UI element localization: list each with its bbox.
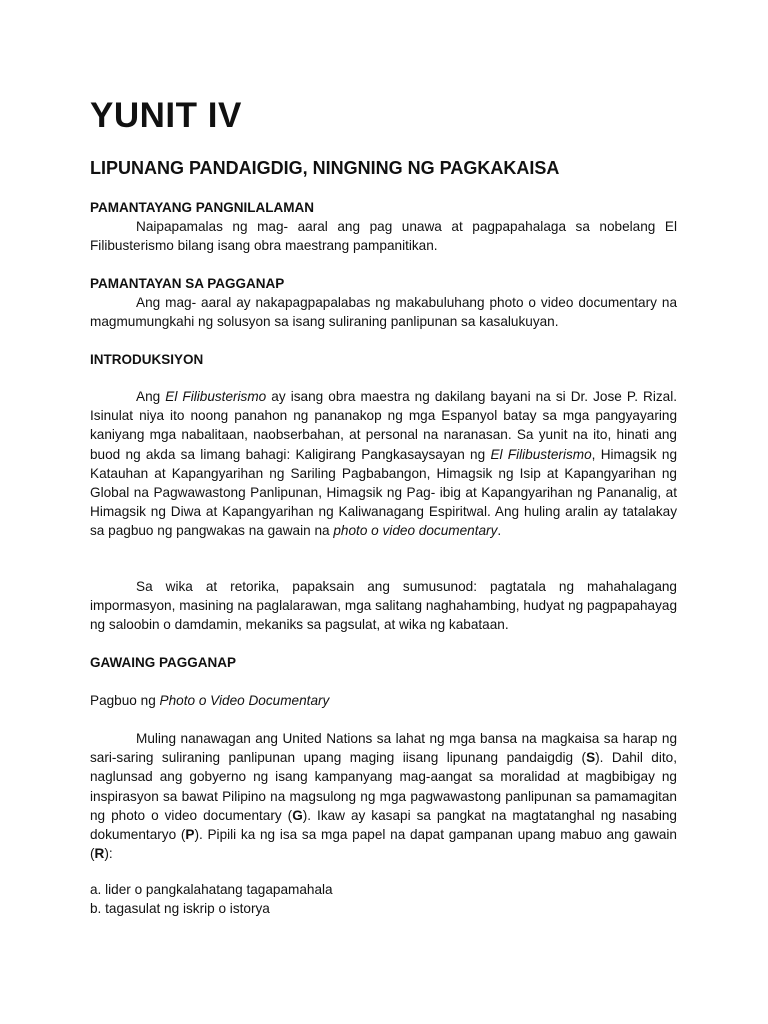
intro-period: . <box>497 523 502 539</box>
content-standard-section <box>90 198 677 255</box>
introduction-paragraph-2 <box>90 577 677 635</box>
introduction-text-2: Sa wika at retorika, papaksain ang sumusunod: pagtatala ng mahahalagang impormasyon, masining na paglalarawan, mga salitang naghahambing, hudyat ng pagpapahayag ng saloobin o damdamin, mekaniks sa pagsulat, at wika ng kabataan. <box>90 579 677 633</box>
role-item-b: b. tagasulat ng iskrip o istorya <box>90 901 270 917</box>
roles-list <box>90 880 677 918</box>
unit-subtitle: LIPUNANG PANDAIGDIG, NINGNING NG PAGKAKAISA <box>90 158 560 178</box>
content-standard-heading: PAMANTAYANG PANGNILALAMAN <box>90 200 315 215</box>
product-key: P <box>185 827 195 843</box>
grasps-s5: ): <box>104 846 113 862</box>
task-lead-pre: Pagbuo ng <box>90 693 160 708</box>
situation-key: S <box>586 750 596 766</box>
role-item-a: a. lider o pangkalahatang tagapamahala <box>90 882 333 897</box>
introduction-section <box>90 350 677 369</box>
grasps-s1: Muling nanawagan ang United Nations sa lahat ng mga bansa na magkaisa sa harap ng sari-saring suliraning panlipunan upang maging iisang lipunang pandaigdig ( <box>90 731 677 766</box>
introduction-text <box>90 387 677 541</box>
grasps-s4: ). Pipili ka ng isa sa mga papel na dapat gampanan upang mabuo ang gawain ( <box>90 827 677 862</box>
content-standard-body: Naipapamalas ng mag- aaral ang pag unawa at pagpapahalaga sa nobelang El Filibusterismo bilang isang obra maestrang pampanitikan. <box>90 219 677 254</box>
task-lead-text <box>90 691 677 710</box>
task-lead-title: Photo o Video Documentary <box>159 693 330 708</box>
performance-standard-section <box>90 274 677 331</box>
role-key: R <box>94 846 105 862</box>
performance-task-heading: GAWAING PAGGANAP <box>90 655 237 670</box>
grasps-text <box>90 729 677 863</box>
intro-text-pre: Ang <box>136 389 166 404</box>
performance-standard-heading: PAMANTAYAN SA PAGGANAP <box>90 276 285 291</box>
performance-task-lead <box>90 691 677 710</box>
novel-title-2: El Filibusterismo <box>490 446 592 462</box>
introduction-heading: INTRODUKSIYON <box>90 352 204 367</box>
intro-text-post: , Himagsik ng Katauhan at Kapangyarihan ng Sariling Pagbabangon, Himagsik ng Isip at Kapangyarihan ng Global na Pagwawastong Panlipunan, Himagsik ng Pag- ibig at Kapangyarihan ng Pananalig, at Himagsik ng Diwa at Kapangyarihan ng Kaliwanagang Espiritwal. Ang huling aralin ay tatalakay sa pagbuo ng pangwakas na gawain na <box>90 446 677 539</box>
novel-title: El Filibusterismo <box>165 389 267 404</box>
goal-key: G <box>292 807 303 823</box>
grasps-s2: ). Dahil dito, naglunsad ang gobyerno ng isang kampanyang mag-aangat sa moralidad at magbibigay ng inspirasyon sa bawat Pilipino na magsulong ng mga pagwawastong panlipunan sa pamamagitan ng photo o video documentary ( <box>90 750 678 823</box>
performance-task-section <box>90 653 677 672</box>
introduction-paragraph-1 <box>90 387 677 541</box>
performance-task-paragraph <box>90 729 677 863</box>
unit-title: YUNIT IV <box>90 96 242 135</box>
grasps-s3: ). Ikaw ay kasapi sa pangkat na magtatanghal ng nasabing dokumentaryo ( <box>90 807 677 843</box>
documentary-term: photo o video documentary <box>333 523 498 539</box>
intro-text-mid: ay isang obra maestra ng dakilang bayani na si Dr. Jose P. Rizal. Isinulat niya ito noong panahon ng pananakop ng mga Espanyol batay sa mga pangyayaring kaniyang mga nabalitaan, naobserbahan, at personal na naranasan. Sa yunit na ito, hinati ang buod ng akda sa limang bahagi: Kaligirang Pangkasaysayan ng <box>90 389 678 462</box>
performance-standard-body: Ang mag- aaral ay nakapagpapalabas ng makabuluhang photo o video documentary na magmumungkahi ng solusyon sa isang suliraning panlipunan sa kasalukuyan. <box>90 295 677 330</box>
